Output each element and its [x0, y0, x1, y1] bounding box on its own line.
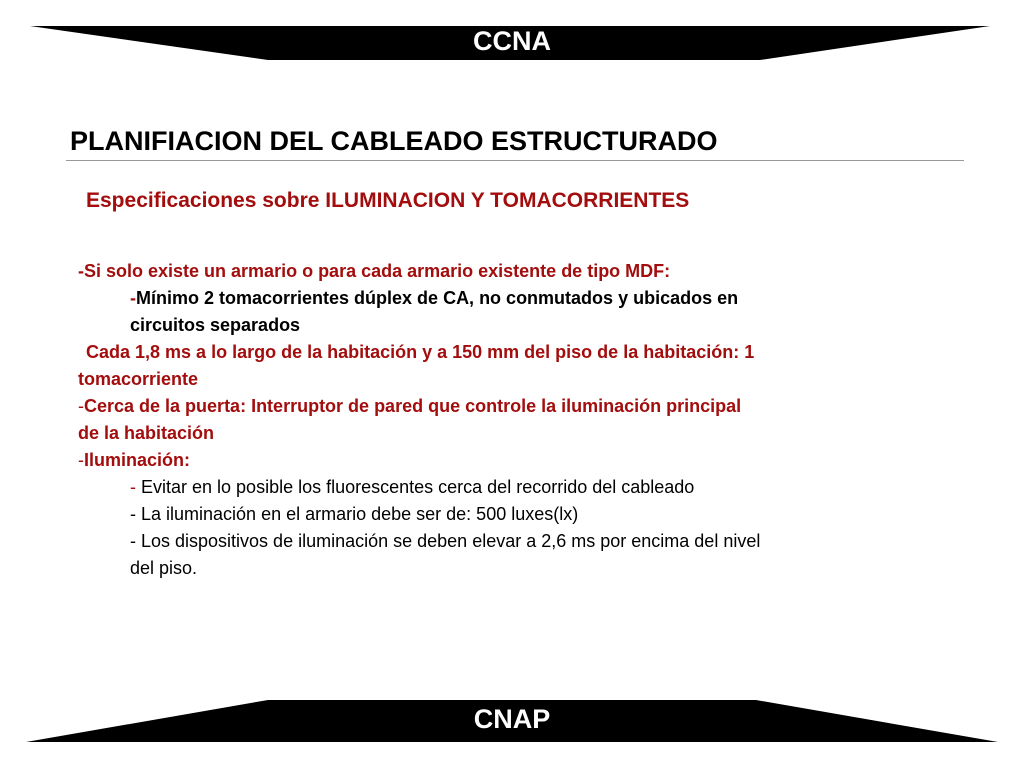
header-banner — [0, 20, 1024, 64]
slide-subtitle: Especificaciones sobre ILUMINACION Y TOMACORRIENTES — [86, 189, 690, 212]
outlets-item — [78, 285, 958, 312]
footer-banner — [0, 694, 1024, 746]
lux-item: - La iluminación en el armario debe ser de: 500 luxes(lx) — [130, 504, 579, 524]
footer-banner-text: CNAP — [473, 704, 551, 734]
outlets-text-line2: circuitos separados — [130, 315, 301, 335]
fluorescent-text: Evitar en lo posible los fluorescentes cerca del recorrido del cableado — [141, 477, 695, 497]
header-banner-text: CCNA — [473, 26, 551, 56]
lighting-dash: - — [78, 450, 84, 470]
door-line2: de la habitación — [78, 423, 215, 443]
title-divider — [66, 160, 964, 161]
slide-body — [78, 258, 958, 582]
outlets-dash: - — [130, 288, 136, 308]
lighting-heading: Iluminación: — [84, 450, 191, 470]
outlets-text-line1: Mínimo 2 tomacorrientes dúplex de CA, no conmutados y ubicados en — [136, 288, 739, 308]
height-line2: del piso. — [130, 558, 198, 578]
door-line1: Cerca de la puerta: Interruptor de pared que controle la iluminación principal — [84, 396, 742, 416]
door-item — [78, 393, 958, 420]
fluorescent-dash: - — [130, 477, 141, 497]
slide-title: PLANIFIACION DEL CABLEADO ESTRUCTURADO — [70, 126, 718, 156]
lighting-item — [78, 447, 958, 474]
height-line1: - Los dispositivos de iluminación se deben elevar a 2,6 ms por encima del nivel — [130, 531, 761, 551]
door-dash: - — [78, 396, 84, 416]
fluorescent-item — [78, 474, 958, 501]
spacing-line1: Cada 1,8 ms a lo largo de la habitación y a 150 mm del piso de la habitación: 1 — [86, 342, 755, 362]
spacing-line2: tomacorriente — [78, 369, 199, 389]
mdf-heading: -Si solo existe un armario o para cada armario existente de tipo MDF: — [78, 261, 671, 281]
